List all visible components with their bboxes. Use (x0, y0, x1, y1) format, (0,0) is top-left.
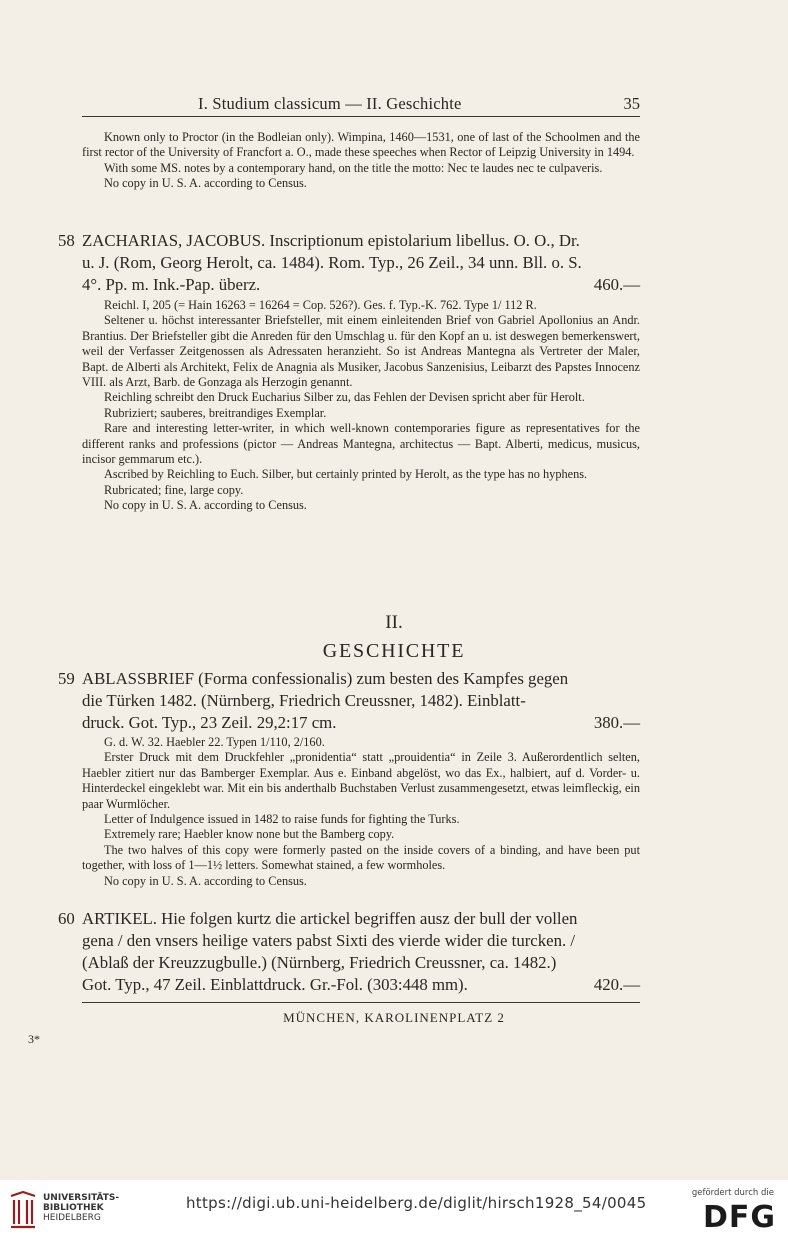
note: With some MS. notes by a contemporary hand, on the title the motto: Nec te laudes nec te culpaveris. (104, 160, 603, 175)
price: 420.— (593, 975, 640, 994)
note: Reichl. I, 205 (= Hain 16263 = 16264 = Cop. 526?). Ges. f. Typ.-K. 762. Type 1/ 112 R. (104, 298, 537, 312)
note: No copy in U. S. A. according to Census. (104, 873, 307, 888)
logo-line: UNIVERSITÄTS- (43, 1193, 120, 1203)
entry-number: 58 (58, 231, 75, 250)
note: Extremely rare; Haebler know none but the Bamberg copy. (104, 827, 395, 842)
note: Erster Druck mit dem Druckfehler „pronidentia“ statt „prouidentia“ in Zeile 3. Außerordentlich selten, Haebler zitiert nur das Bamberger Exemplar. Aus e. Einband abgelöst, wo das Ex., halbiert, auf d. Vorder- u. Hinterdeckel eingeklebt war. Mit ein bis anderthalb Buchstaben Verlust zusammengesetzt, etwas leimfleckig, ein paar Wurmlöcher. (82, 750, 640, 811)
entry-line-text: 4°. Pp. m. Ink.-Pap. überz. (82, 275, 261, 294)
signature-mark: 3* (28, 1032, 40, 1046)
note: G. d. W. 32. Haebler 22. Typen 1/110, 2/160. (104, 735, 325, 749)
entry-line: die Türken 1482. (Nürnberg, Friedrich Creussner, 1482). Einblatt- (82, 691, 526, 710)
note: Known only to Proctor (in the Bodleian only). Wimpina, 1460—1531, one of last of the Schoolmen and the first rector of the University of Francfort a. O., made these speeches when Rector of Leipzig University in 1494. (82, 130, 640, 160)
entry-line (82, 974, 640, 996)
library-logo-icon (8, 1190, 38, 1230)
section-title: GESCHICHTE (322, 640, 466, 662)
footer-rule (82, 1002, 640, 1003)
note: Rubricated; fine, large copy. (104, 482, 244, 497)
note: Reichling schreibt den Druck Eucharius Silber zu, das Fehlen der Devisen spricht aber für Herolt. (104, 390, 585, 405)
note: Ascribed by Reichling to Euch. Silber, but certainly printed by Herolt, as the type has no hyphens. (104, 467, 588, 482)
header-rule (82, 116, 640, 117)
logo-line: BIBLIOTHEK (43, 1203, 104, 1213)
page-number: 35 (623, 94, 640, 113)
library-logo-text (43, 1193, 119, 1223)
section-numeral: II. (385, 612, 403, 633)
dfg-logo: DFG (702, 1200, 776, 1235)
entry-line: (Ablaß der Kreuzzugbulle.) (Nürnberg, Friedrich Creussner, ca. 1482.) (82, 953, 557, 972)
viewer-footer-bar (0, 1180, 788, 1238)
note: The two halves of this copy were formerly pasted on the inside covers of a binding, and have been put together, with loss of 1—1½ letters. Somewhat stained, a few wormholes. (82, 842, 640, 873)
entry-59-notes (82, 735, 640, 889)
note: No copy in U. S. A. according to Census. (104, 176, 307, 191)
entry-line: u. J. (Rom, Georg Herolt, ca. 1484). Rom. Typ., 26 Zeil., 34 unn. Bll. o. S. (82, 253, 582, 272)
entry-line (82, 712, 640, 734)
note: Rubriziert; sauberes, breitrandiges Exemplar. (104, 405, 327, 420)
note: Seltener u. höchst interessanter Briefsteller, mit einem einleitenden Brief von Gabriel Apollonius an Andr. Brantius. Der Briefsteller gibt die Anreden für den Umschlag u. für den Kopf an u. ist deswegen bemerkenswert, weil der Verfasser Zeitgenossen als Adressaten heranzieht. So ist Andreas Mantegna als Vertreter der Maler, Bapt. de Alberti als Architekt, Felix de Anagnia als Musiker, Jacobus Sanzenisius, Leibarzt des Papstes Innocenz VIII. als Arzt, Barb. de Gonzaga als Herzogin genannt. (82, 313, 640, 390)
permalink-url[interactable]: https://digi.ub.uni-heidelberg.de/diglit/hirsch1928_54/0045 (186, 1194, 647, 1212)
entry-line (82, 274, 640, 296)
entry-line-text: druck. Got. Typ., 23 Zeil. 29,2:17 cm. (82, 713, 337, 732)
entry-line: ABLASSBRIEF (Forma confessionalis) zum besten des Kampfes gegen (82, 669, 569, 688)
entry-number: 60 (58, 909, 75, 928)
note: Letter of Indulgence issued in 1482 to raise funds for fighting the Turks. (104, 812, 460, 827)
note: No copy in U. S. A. according to Census. (104, 498, 307, 513)
footer-address: MÜNCHEN, KAROLINENPLATZ 2 (283, 1010, 505, 1025)
note: Rare and interesting letter-writer, in which well-known contemporaries figure as representatives for the different ranks and professions (pictor — Andreas Mantegna, architectus — Bapt. Alberti, medicus, musicus, incisor gemmarum etc.). (82, 421, 640, 467)
entry-number: 59 (58, 669, 75, 688)
prev-entry-notes (82, 130, 640, 192)
price: 380.— (593, 713, 640, 732)
entry-line: ARTIKEL. Hie folgen kurtz die artickel begriffen ausz der bull der vollen (82, 909, 578, 928)
entry-line: ZACHARIAS, JACOBUS. Inscriptionum epistolarium libellus. O. O., Dr. (82, 231, 580, 250)
entry-line-text: Got. Typ., 47 Zeil. Einblattdruck. Gr.-Fol. (303:448 mm). (82, 975, 468, 994)
running-title: I. Studium classicum — II. Geschichte (198, 94, 462, 113)
price: 460.— (593, 275, 640, 294)
entry-59 (58, 668, 640, 734)
funding-note: gefördert durch die (691, 1188, 774, 1198)
entry-line: gena / den vnsers heilige vaters pabst Sixti des vierde wider die turcken. / (82, 931, 576, 950)
logo-line: HEIDELBERG (43, 1213, 101, 1223)
entry-60 (58, 908, 640, 996)
entry-58 (58, 230, 640, 296)
entry-58-notes (82, 298, 640, 514)
